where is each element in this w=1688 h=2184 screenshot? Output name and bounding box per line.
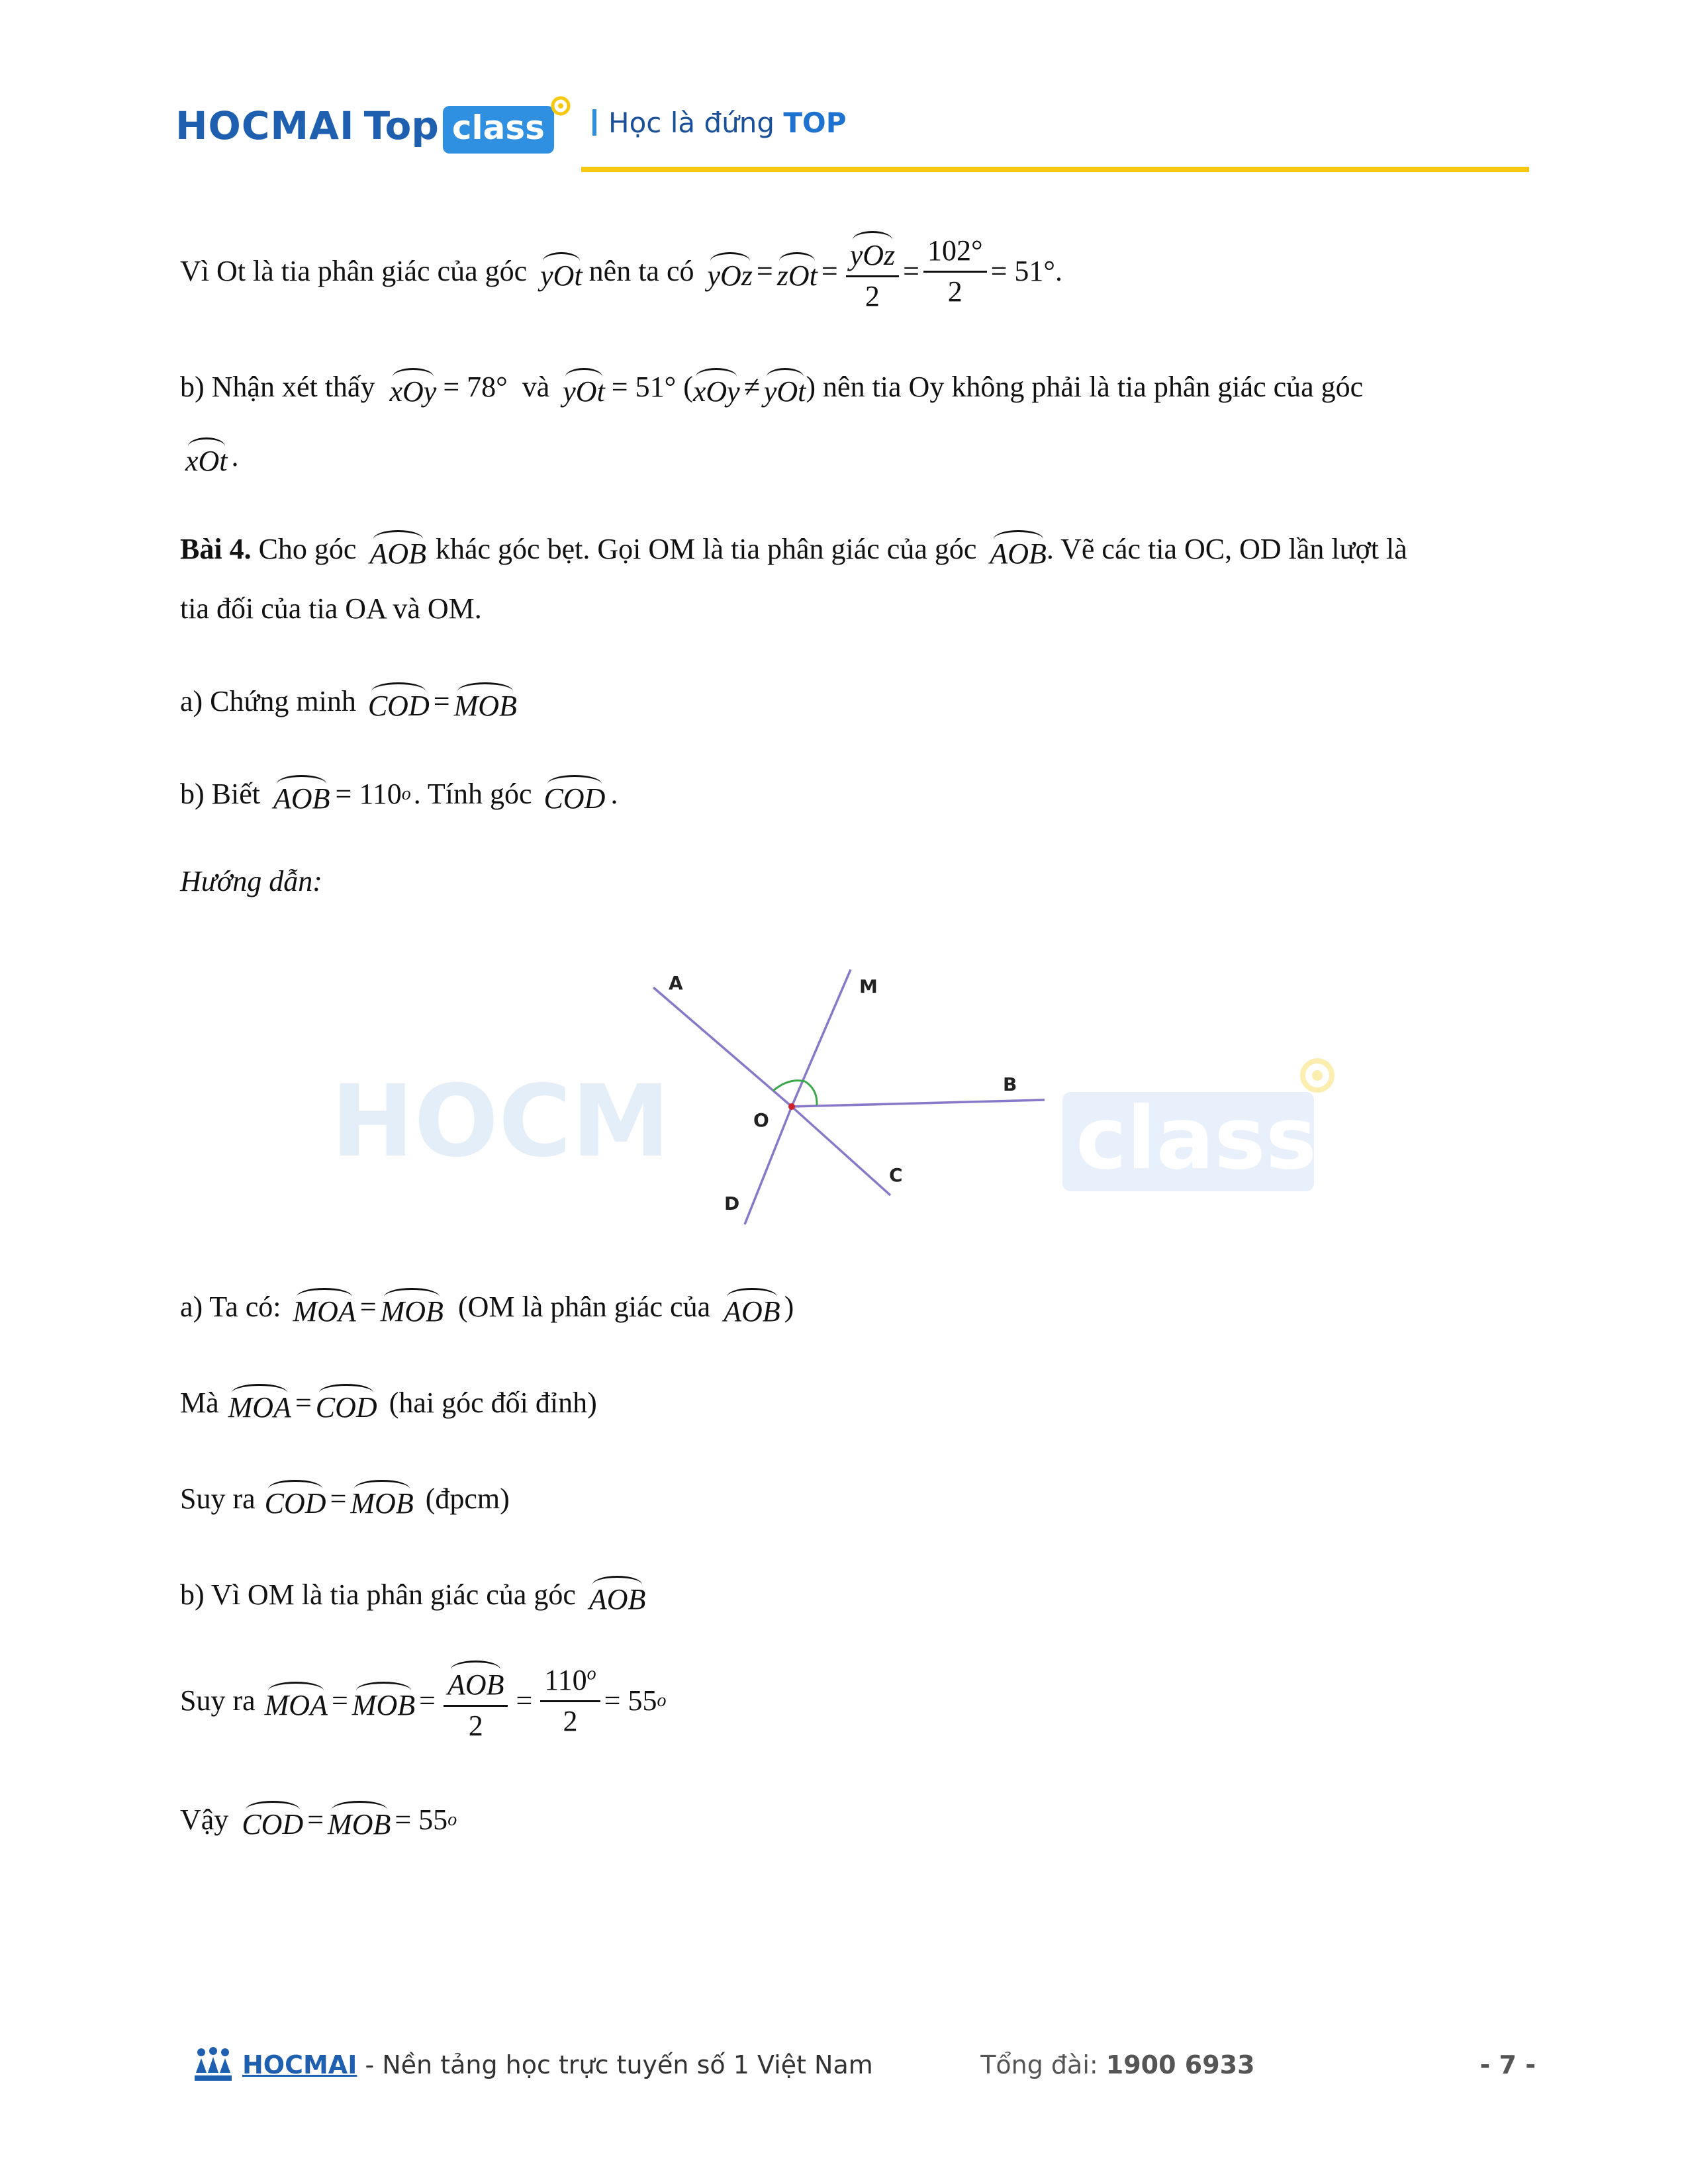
angle-cod: COD (544, 775, 606, 813)
text-span: a) Ta có: (180, 1291, 281, 1323)
angle-cod: COD (242, 1801, 303, 1839)
angle-moa: MOA (265, 1682, 328, 1720)
solution-conclusion: Vậy COD = MOB = 55 o (180, 1794, 457, 1846)
guide-heading: Hướng dẫn: (180, 865, 322, 897)
angle-mob: MOB (381, 1288, 444, 1326)
logo-hocmai: HOCMAI (175, 103, 355, 148)
angle-yoz-num: yOz (850, 231, 895, 271)
angle-cod: COD (265, 1480, 326, 1518)
angle-aob-num: AOB (447, 1661, 504, 1700)
text-span: Vậy (180, 1803, 229, 1836)
label-d: D (724, 1193, 740, 1214)
angle-moa: MOA (293, 1288, 355, 1326)
text-span: . Tính góc (413, 778, 532, 810)
result-51: = 51°. (990, 255, 1062, 287)
label-o: O (753, 1109, 769, 1131)
exercise-4-statement (180, 523, 1407, 576)
logo-class: class (451, 109, 545, 147)
header-tagline (592, 103, 847, 142)
angle-arc-mob (805, 1081, 817, 1105)
text-span: a) Chứng minh (180, 685, 356, 717)
denominator: 2 (947, 275, 962, 308)
label-a: A (669, 972, 683, 994)
text-span: tia đối của tia OA và OM. (180, 592, 482, 625)
angle-aob: AOB (369, 530, 426, 569)
ray-ob (792, 1100, 1045, 1107)
text-span: b) Nhận xét thấy (180, 371, 375, 403)
result-55: = 55 (395, 1803, 448, 1836)
text-span: b) Biết (180, 778, 260, 810)
footer-hotline-number: 1900 6933 (1105, 2050, 1255, 2079)
numerator-110: 110 (544, 1664, 587, 1697)
question-b: b) Biết AOB = 110 o . Tính góc COD . (180, 768, 618, 821)
denominator: 2 (563, 1704, 578, 1737)
text-span: ) nên tia Oy không phải là tia phân giác của góc (806, 371, 1364, 403)
text-span: Vì Ot là tia phân giác của góc (180, 255, 528, 287)
logo-top: Top (363, 103, 439, 148)
footer (192, 2042, 1536, 2088)
text-span: nên ta có (588, 255, 694, 287)
angle-yoz: yOz (707, 252, 752, 291)
text-span: = 51° ( (611, 371, 693, 403)
angle-xoy: xOy (693, 368, 740, 406)
solution-a-line2: Mà MOA = COD (hai góc đối đỉnh) (180, 1377, 597, 1430)
text-span: (hai góc đối đỉnh) (389, 1387, 597, 1419)
text-span: Suy ra (180, 1684, 256, 1717)
hocmai-people-icon (192, 2046, 234, 2083)
angle-aob: AOB (990, 530, 1047, 569)
watermark-text: HOCM (331, 1064, 671, 1179)
text-span: b) Vì OM là tia phân giác của góc (180, 1578, 576, 1611)
degree-o: o (586, 1663, 596, 1684)
figure-watermark-right (1062, 1088, 1317, 1191)
footer-hotline-label: Tổng đài: (980, 2050, 1106, 2079)
angle-mob: MOB (352, 1682, 415, 1720)
angle-yot: yOt (540, 252, 583, 291)
solution-a-line3: Suy ra COD = MOB (đpcm) (180, 1473, 510, 1525)
tagline-bar (592, 109, 596, 136)
text-span: (OM là phân giác của (457, 1291, 711, 1323)
label-b: B (1003, 1073, 1017, 1095)
equals-sign: = (903, 255, 919, 287)
numerator-102: 102° (923, 236, 987, 272)
line-bisector-yot: Vì Ot là tia phân giác của góc yOt nên ta có yOz = zOt = $\frac{\text{yOz}}{2}$ = $\frac{102^\circ}{2}$ = 51°. (180, 228, 1062, 314)
angle-aob: AOB (589, 1576, 646, 1614)
angle-mob: MOB (454, 682, 517, 721)
fraction-yoz-over-2 (846, 231, 899, 311)
exercise-label: Bài 4. (180, 533, 252, 565)
exercise-4-statement-cont (180, 589, 482, 629)
tagline-top: TOP (783, 106, 847, 139)
angle-xoy: xOy (389, 368, 436, 406)
label-c: C (889, 1164, 903, 1186)
text-span: = 110 (335, 778, 402, 810)
text-span: Cho góc (251, 533, 357, 565)
angle-moa: MOA (228, 1384, 291, 1422)
angle-zot: zOt (777, 252, 818, 291)
header-logo (175, 99, 581, 152)
angle-yot: yOt (563, 368, 605, 406)
label-m: M (859, 976, 878, 997)
footer-tagline: - Nền tảng học trực tuyến số 1 Việt Nam (357, 2050, 873, 2079)
solution-b-line2: Suy ra MOA = MOB = $\frac{\text{AOB}}{2}$ = $\frac{110^o}{2}$ = 55 o (180, 1658, 667, 1744)
question-a: a) Chứng minh COD = MOB (180, 675, 517, 728)
watermark-sun-icon (1294, 1052, 1340, 1099)
denominator: 2 (865, 279, 880, 312)
line-remark-b: b) Nhận xét thấy xOy = 78° và yOt = 51° ( xOy ≠ yOt ) nên tia Oy không phải là tia phân giác của góc (180, 361, 1363, 414)
ray-oa (653, 987, 792, 1107)
ray-oc (792, 1107, 890, 1195)
fraction-aob-over-2 (444, 1661, 508, 1741)
text-span: khác góc bẹt. Gọi OM là tia phân giác của góc (436, 533, 977, 565)
angle-cod: COD (316, 1384, 377, 1422)
text-span: = 78° và (443, 371, 550, 403)
line-remark-b-cont: xOt . (185, 430, 239, 483)
text-span: Suy ra (180, 1482, 256, 1515)
figure-watermark-left (331, 1064, 671, 1179)
tagline-prefix: Học là đứng (608, 106, 784, 139)
angle-cod: COD (368, 682, 430, 721)
text-span: (đpcm) (425, 1482, 510, 1515)
page-number: - 7 - (1479, 2050, 1536, 2079)
footer-brand[interactable]: HOCMAI (242, 2050, 357, 2079)
header-underline (581, 167, 1529, 172)
geometry-figure (622, 953, 1099, 1244)
point-o (788, 1103, 795, 1110)
watermark-text: class (1076, 1088, 1317, 1189)
ray-om (792, 970, 851, 1107)
fraction-110-over-2 (540, 1665, 600, 1736)
text-span: . Vẽ các tia OC, OD lần lượt là (1046, 533, 1407, 565)
solution-a-line1: a) Ta có: MOA = MOB (OM là phân giác của AOB ) (180, 1281, 794, 1334)
logo-class-badge (443, 106, 554, 154)
angle-yot: yOt (764, 368, 806, 406)
result-55: = 55 (604, 1684, 657, 1717)
solution-b-line1 (180, 1569, 645, 1621)
text-span: Mà (180, 1387, 219, 1419)
angle-mob: MOB (328, 1801, 391, 1839)
angle-aob: AOB (273, 775, 330, 813)
sun-icon (547, 93, 574, 119)
angle-aob: AOB (724, 1288, 780, 1326)
angle-mob: MOB (350, 1480, 413, 1518)
fraction-102-over-2 (923, 236, 987, 306)
angle-xot: xOt (185, 437, 228, 476)
denominator: 2 (468, 1709, 483, 1742)
